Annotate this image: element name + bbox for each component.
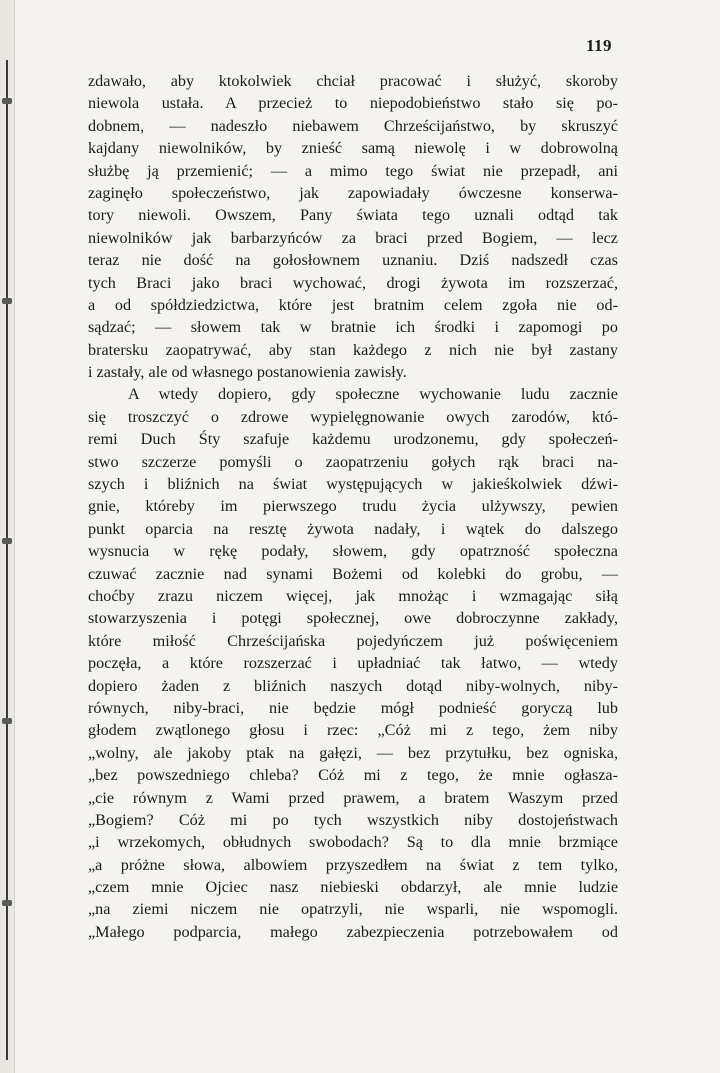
text-line: dopiero żaden z bliźnich naszych dotąd niby-wolnych, niby-	[88, 676, 618, 695]
text-line: punkt oparcia na resztę żywota nadały, i wątek do dalszego	[88, 519, 618, 538]
binding-mark	[2, 718, 12, 724]
text-line: niewola ustała. A przecież to niepodobieństwo stało się po-	[88, 94, 618, 113]
text-line: teraz nie dość na gołosłownem uznaniu. Dziś nadszedł czas	[88, 251, 618, 270]
binding-mark	[2, 900, 12, 906]
text-line: A wtedy dopiero, gdy społeczne wychowanie ludu zacznie	[128, 385, 618, 404]
text-line: sądzać; — słowem tak w bratnie ich środki i zapomogi po	[88, 318, 618, 337]
text-line: i zastały, ale od własnego postanowienia zawisły.	[88, 363, 407, 382]
text-line: równych, niby-braci, nie będzie mógł podnieść goryczą lub	[88, 698, 618, 717]
text-line: wysnucia w rękę podały, słowem, gdy opatrzność społeczna	[88, 542, 618, 561]
text-line: zaginęło społeczeństwo, jak zapowiadały ówczesne konserwa-	[88, 183, 618, 202]
binding-mark	[2, 298, 12, 304]
body-text	[88, 70, 618, 943]
scan-edge	[0, 0, 15, 1073]
text-line: „na ziemi niczem nie opatrzyli, nie wsparli, nie wspomogli.	[88, 900, 618, 919]
text-line: bratersku zaopatrywać, aby stan każdego z nich nie był zastany	[88, 340, 618, 359]
text-line: choćby zrazu niczem więcej, jak mnożąc i wzmagając siłą	[88, 586, 618, 605]
text-line: „bez powszedniego chleba? Cóż mi z tego, że mnie ogłasza-	[88, 766, 618, 785]
page-number: 119	[585, 36, 612, 55]
binding-mark	[2, 538, 12, 544]
text-line: „Małego podparcia, małego zabezpieczenia potrzebowałem od	[88, 922, 618, 941]
text-line: tory niewoli. Owszem, Pany świata tego uznali odtąd tak	[88, 206, 618, 225]
spine-line	[6, 60, 8, 1060]
text-line: stowarzyszenia i potęgi społecznej, owe dobroczynne zakłady,	[88, 609, 618, 628]
text-line: „cie równym z Wami przed prawem, a bratem Waszym przed	[88, 788, 618, 807]
text-line: „Bogiem? Cóż mi po tych wszystkich niby dostojeństwach	[88, 810, 618, 829]
binding-mark	[2, 98, 12, 104]
paragraph-1	[88, 70, 618, 383]
text-line: zdawało, aby ktokolwiek chciał pracować i służyć, skoroby	[88, 72, 618, 90]
text-line: poczęła, a które rozszerzać i upładniać tak łatwo, — wtedy	[88, 654, 618, 673]
text-line: czuwać zacznie nad synami Bożemi od kolebki do grobu, —	[88, 564, 618, 583]
text-line: „czem mnie Ojciec nasz niebieski obdarzył, ale mnie ludzie	[88, 878, 618, 897]
text-line: a od spółdziedzictwa, które jest bratnim celem zgoła nie od-	[88, 295, 618, 314]
text-line: remi Duch Śty szafuje każdemu urodzonemu, gdy społeczeń-	[88, 430, 618, 449]
text-line: „a próżne słowa, albowiem przyszedłem na świat z tem tylko,	[88, 855, 618, 874]
text-line: kajdany niewolników, by znieść samą niewolę i w dobrowolną	[88, 139, 618, 158]
text-line: niewolników jak barbarzyńców za braci przed Bogiem, — lecz	[88, 228, 618, 247]
text-line: się troszczyć o zdrowe wypielęgnowanie owych zarodów, któ-	[88, 407, 618, 426]
text-line: głodem zwątlonego głosu i rzec: „Cóż mi z tego, żem niby	[88, 721, 618, 740]
text-line: służbę ją przemienić; — a mimo tego świat nie przepadł, ani	[88, 161, 618, 180]
text-line: które miłość Chrześcijańska pojedyńczem już poświęceniem	[88, 631, 618, 650]
text-line: dobnem, — nadeszło niebawem Chrześcijaństwo, by skruszyć	[88, 116, 618, 135]
text-line: tych Braci jako braci wychować, drogi żywota im rozszerzać,	[88, 273, 618, 292]
text-line: „wolny, ale jakoby ptak na gałęzi, — bez przytułku, bez ogniska,	[88, 743, 618, 762]
text-line: gnie, któreby im pierwszego trudu życia ulżywszy, pewien	[88, 497, 618, 516]
text-line: szych i bliźnich na świat występujących w jakieśkolwiek dźwi-	[88, 475, 618, 494]
text-line: „i wrzekomych, obłudnych swobodach? Są to dla mnie brzmiące	[88, 833, 618, 852]
paragraph-2	[88, 383, 618, 943]
text-line: stwo szczerze pomyśli o zaopatrzeniu gołych rąk braci na-	[88, 452, 618, 471]
